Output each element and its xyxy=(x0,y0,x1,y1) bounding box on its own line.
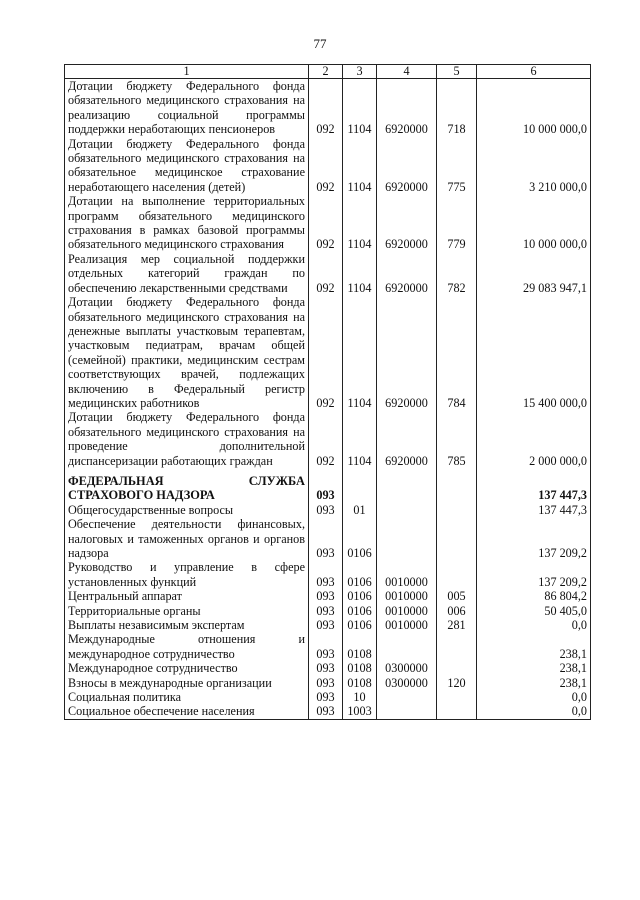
row-article-code: 6920000 xyxy=(377,79,437,137)
row-amount: 2 000 000,0 xyxy=(477,410,591,468)
row-expense-kind-code xyxy=(437,704,477,719)
row-article-code xyxy=(377,517,437,560)
column-header-3: 3 xyxy=(343,65,377,79)
row-amount: 86 804,2 xyxy=(477,589,591,603)
row-name: Социальное обеспечение населения xyxy=(65,704,309,719)
row-ministry-code: 093 xyxy=(309,468,343,503)
row-name: Обеспечение деятельности финансовых, налоговых и таможенных органов и органов надзора xyxy=(65,517,309,560)
row-article-code: 0010000 xyxy=(377,618,437,632)
row-section-code: 1104 xyxy=(343,194,377,252)
row-expense-kind-code: 281 xyxy=(437,618,477,632)
table-row xyxy=(65,517,591,560)
column-header-6: 6 xyxy=(477,65,591,79)
row-article-code: 0010000 xyxy=(377,560,437,589)
row-article-code: 6920000 xyxy=(377,137,437,195)
row-name: Дотации бюджету Федерального фонда обязательного медицинского страхования на реализацию социальной программы поддержки неработающих пенсионеров xyxy=(65,79,309,137)
row-expense-kind-code xyxy=(437,661,477,675)
row-expense-kind-code: 005 xyxy=(437,589,477,603)
row-article-code: 6920000 xyxy=(377,194,437,252)
row-section-code: 0108 xyxy=(343,632,377,661)
row-expense-kind-code: 785 xyxy=(437,410,477,468)
row-ministry-code: 093 xyxy=(309,503,343,517)
page-number: 77 xyxy=(313,36,327,51)
row-name: Дотации бюджету Федерального фонда обязательного медицинского страхования на обязательное медицинское страхование неработающего населения (детей) xyxy=(65,137,309,195)
row-name: Дотации бюджету Федерального фонда обязательного медицинского страхования на проведение дополнительной диспансеризации работающих граждан xyxy=(65,410,309,468)
row-amount: 137 447,3 xyxy=(477,503,591,517)
row-section-code: 0106 xyxy=(343,604,377,618)
budget-table-body xyxy=(65,65,591,720)
row-name: Международные отношения и международное сотрудничество xyxy=(65,632,309,661)
row-ministry-code: 092 xyxy=(309,295,343,410)
row-amount: 238,1 xyxy=(477,632,591,661)
row-ministry-code: 093 xyxy=(309,618,343,632)
budget-table xyxy=(64,64,591,720)
row-ministry-code: 093 xyxy=(309,676,343,690)
row-amount: 10 000 000,0 xyxy=(477,79,591,137)
row-ministry-code: 092 xyxy=(309,410,343,468)
row-amount: 3 210 000,0 xyxy=(477,137,591,195)
table-row xyxy=(65,618,591,632)
row-article-code xyxy=(377,632,437,661)
row-expense-kind-code: 775 xyxy=(437,137,477,195)
row-article-code: 0300000 xyxy=(377,676,437,690)
row-ministry-code: 092 xyxy=(309,79,343,137)
row-name: Дотации бюджету Федерального фонда обязательного медицинского страхования на денежные выплаты участковым терапевтам, участковым педиатрам, врачам общей (семейной) практики, медицинским сестрам соответствующих врачей, подлежащих включению в Федеральный регистр медицинских работников xyxy=(65,295,309,410)
row-article-code: 0010000 xyxy=(377,604,437,618)
row-article-code xyxy=(377,468,437,503)
table-row xyxy=(65,676,591,690)
row-section-code: 10 xyxy=(343,690,377,704)
row-amount: 238,1 xyxy=(477,661,591,675)
table-row xyxy=(65,137,591,195)
table-row xyxy=(65,503,591,517)
row-ministry-code: 093 xyxy=(309,632,343,661)
row-expense-kind-code: 779 xyxy=(437,194,477,252)
row-ministry-code: 092 xyxy=(309,194,343,252)
column-number-row xyxy=(65,65,591,79)
row-ministry-code: 093 xyxy=(309,517,343,560)
row-amount: 10 000 000,0 xyxy=(477,194,591,252)
table-row xyxy=(65,560,591,589)
row-amount: 15 400 000,0 xyxy=(477,295,591,410)
table-row xyxy=(65,704,591,719)
row-expense-kind-code xyxy=(437,632,477,661)
row-amount: 238,1 xyxy=(477,676,591,690)
row-expense-kind-code xyxy=(437,517,477,560)
row-amount: 0,0 xyxy=(477,704,591,719)
row-expense-kind-code: 784 xyxy=(437,295,477,410)
row-expense-kind-code: 782 xyxy=(437,252,477,295)
row-section-code xyxy=(343,468,377,503)
row-expense-kind-code xyxy=(437,503,477,517)
row-expense-kind-code xyxy=(437,690,477,704)
table-row xyxy=(65,690,591,704)
row-ministry-code: 092 xyxy=(309,137,343,195)
row-amount: 29 083 947,1 xyxy=(477,252,591,295)
table-row xyxy=(65,468,591,503)
row-ministry-code: 093 xyxy=(309,560,343,589)
row-name: ФЕДЕРАЛЬНАЯ СЛУЖБА СТРАХОВОГО НАДЗОРА xyxy=(65,468,309,503)
row-expense-kind-code xyxy=(437,468,477,503)
row-name: Международное сотрудничество xyxy=(65,661,309,675)
row-expense-kind-code: 718 xyxy=(437,79,477,137)
row-name: Дотации на выполнение территориальных программ обязательного медицинского страхования в рамках базовой программы обязательного медицинского страхования xyxy=(65,194,309,252)
table-row xyxy=(65,604,591,618)
row-section-code: 0106 xyxy=(343,517,377,560)
row-name: Руководство и управление в сфере установленных функций xyxy=(65,560,309,589)
row-article-code: 6920000 xyxy=(377,410,437,468)
row-name: Выплаты независимым экспертам xyxy=(65,618,309,632)
row-article-code: 0010000 xyxy=(377,589,437,603)
row-section-code: 1104 xyxy=(343,410,377,468)
row-article-code xyxy=(377,704,437,719)
table-row xyxy=(65,295,591,410)
table-row xyxy=(65,632,591,661)
row-name: Территориальные органы xyxy=(65,604,309,618)
row-article-code: 0300000 xyxy=(377,661,437,675)
row-ministry-code: 093 xyxy=(309,604,343,618)
column-header-2: 2 xyxy=(309,65,343,79)
column-header-5: 5 xyxy=(437,65,477,79)
row-section-code: 1003 xyxy=(343,704,377,719)
row-section-code: 0106 xyxy=(343,589,377,603)
row-section-code: 1104 xyxy=(343,295,377,410)
row-name: Общегосударственные вопросы xyxy=(65,503,309,517)
row-name: Центральный аппарат xyxy=(65,589,309,603)
row-amount: 137 447,3 xyxy=(477,468,591,503)
table-row xyxy=(65,410,591,468)
row-amount: 50 405,0 xyxy=(477,604,591,618)
row-ministry-code: 092 xyxy=(309,252,343,295)
row-expense-kind-code: 006 xyxy=(437,604,477,618)
row-article-code xyxy=(377,690,437,704)
row-amount: 137 209,2 xyxy=(477,517,591,560)
table-row xyxy=(65,661,591,675)
row-article-code: 6920000 xyxy=(377,295,437,410)
table-row xyxy=(65,589,591,603)
row-section-code: 0108 xyxy=(343,661,377,675)
row-article-code: 6920000 xyxy=(377,252,437,295)
column-header-4: 4 xyxy=(377,65,437,79)
row-name: Взносы в международные организации xyxy=(65,676,309,690)
row-amount: 137 209,2 xyxy=(477,560,591,589)
row-amount: 0,0 xyxy=(477,690,591,704)
column-header-1: 1 xyxy=(65,65,309,79)
table-row xyxy=(65,194,591,252)
row-section-code: 0108 xyxy=(343,676,377,690)
row-expense-kind-code: 120 xyxy=(437,676,477,690)
row-section-code: 1104 xyxy=(343,137,377,195)
row-ministry-code: 093 xyxy=(309,589,343,603)
row-section-code: 0106 xyxy=(343,560,377,589)
row-expense-kind-code xyxy=(437,560,477,589)
row-amount: 0,0 xyxy=(477,618,591,632)
table-row xyxy=(65,252,591,295)
row-name: Реализация мер социальной поддержки отдельных категорий граждан по обеспечению лекарственными средствами xyxy=(65,252,309,295)
row-ministry-code: 093 xyxy=(309,704,343,719)
row-name: Социальная политика xyxy=(65,690,309,704)
table-row xyxy=(65,79,591,137)
row-ministry-code: 093 xyxy=(309,690,343,704)
row-section-code: 0106 xyxy=(343,618,377,632)
row-article-code xyxy=(377,503,437,517)
row-ministry-code: 093 xyxy=(309,661,343,675)
row-section-code: 1104 xyxy=(343,79,377,137)
row-section-code: 01 xyxy=(343,503,377,517)
row-section-code: 1104 xyxy=(343,252,377,295)
